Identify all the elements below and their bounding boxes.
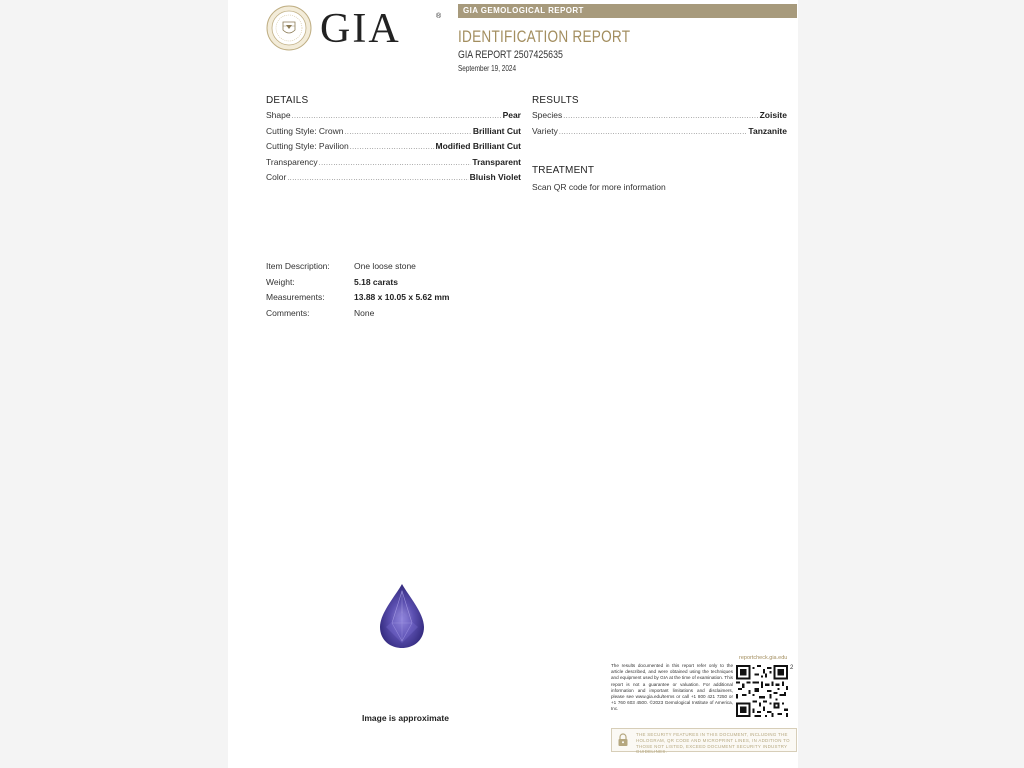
details-label: Color	[266, 172, 287, 183]
item-info-table	[266, 261, 449, 323]
details-label: Shape	[266, 110, 291, 120]
report-date: September 19, 2024	[458, 64, 516, 73]
details-value: Bluish Violet	[469, 172, 521, 183]
details-label: Cutting Style: Pavilion	[266, 141, 349, 152]
qr-digit: 2	[790, 665, 794, 671]
results-value: Tanzanite	[748, 125, 787, 136]
details-row-crown	[266, 126, 521, 142]
details-row-pavilion	[266, 141, 521, 157]
details-row-color	[266, 172, 521, 188]
report-page	[228, 0, 798, 768]
results-heading: RESULTS	[532, 95, 579, 106]
item-value: 13.88 x 10.05 x 5.62 mm	[354, 292, 450, 303]
item-label: Weight:	[266, 276, 295, 287]
report-number: GIA REPORT 2507425635	[458, 49, 563, 61]
leader-dots	[344, 129, 471, 136]
details-value: Pear	[502, 110, 521, 120]
gia-seal-icon	[266, 5, 312, 51]
details-label: Transparency	[266, 156, 318, 167]
results-row-variety	[532, 126, 787, 142]
details-row-shape	[266, 110, 521, 126]
item-value: None	[354, 307, 375, 318]
details-heading: DETAILS	[266, 95, 309, 106]
leader-dots	[319, 160, 472, 167]
item-value: One loose stone	[354, 261, 416, 271]
details-label: Cutting Style: Crown	[266, 125, 344, 136]
report-title: IDENTIFICATION REPORT	[458, 27, 631, 46]
item-row-weight	[266, 277, 449, 293]
results-label: Variety	[532, 125, 558, 136]
details-list	[266, 110, 521, 188]
report-type-band: GIA GEMOLOGICAL REPORT	[458, 4, 797, 18]
leader-dots	[563, 113, 758, 120]
pear-gemstone-icon	[378, 583, 426, 649]
item-row-comments	[266, 308, 449, 324]
results-value: Zoisite	[759, 110, 787, 120]
reportcheck-link[interactable]: reportcheck.gia.edu	[739, 655, 788, 661]
item-row-measurements	[266, 292, 449, 308]
details-row-transparency	[266, 157, 521, 173]
details-value: Brilliant Cut	[472, 125, 521, 136]
qr-code-icon[interactable]	[736, 665, 788, 717]
details-value: Transparent	[472, 156, 521, 167]
security-features-box	[611, 728, 797, 755]
item-row-description	[266, 261, 449, 277]
details-value: Modified Brilliant Cut	[435, 141, 521, 152]
leader-dots	[350, 144, 435, 151]
image-caption: Image is approximate	[362, 713, 449, 723]
results-list	[532, 110, 787, 141]
item-value: 5.18 carats	[354, 276, 398, 287]
item-label: Comments:	[266, 307, 310, 318]
results-row-species	[532, 110, 787, 126]
leader-dots	[287, 175, 468, 182]
leader-dots	[559, 129, 748, 136]
leader-dots	[292, 113, 502, 120]
item-label: Item Description:	[266, 261, 330, 271]
security-text: THE SECURITY FEATURES IN THIS DOCUMENT, INCLUDING THE HOLOGRAM, QR CODE AND MICROPRINT LINES, IN ADDITION TO THOSE NOT LISTED, EXCEED DOCUMENT SECURITY INDUSTRY GUIDELINES.	[636, 732, 790, 755]
disclaimer-text: The results documented in this report refer only to the article described, and were obtained using the techniques and equipment used by GIA at the time of examination. This report is not a guarantee or valuation. For additional information and important limitations and disclaimers, please see www.gia.edu/terms or call +1 800 421 7250 or +1 760 603 4500. ©2023 Gemological Institute of America, Inc.	[611, 663, 733, 712]
treatment-heading: TREATMENT	[532, 165, 595, 176]
results-label: Species	[532, 110, 563, 120]
lock-icon	[616, 733, 630, 747]
registered-mark: ®	[436, 13, 442, 20]
gia-wordmark: GIA	[320, 6, 401, 52]
gia-logo	[266, 5, 442, 52]
item-label: Measurements:	[266, 292, 325, 303]
treatment-text: Scan QR code for more information	[532, 182, 666, 192]
